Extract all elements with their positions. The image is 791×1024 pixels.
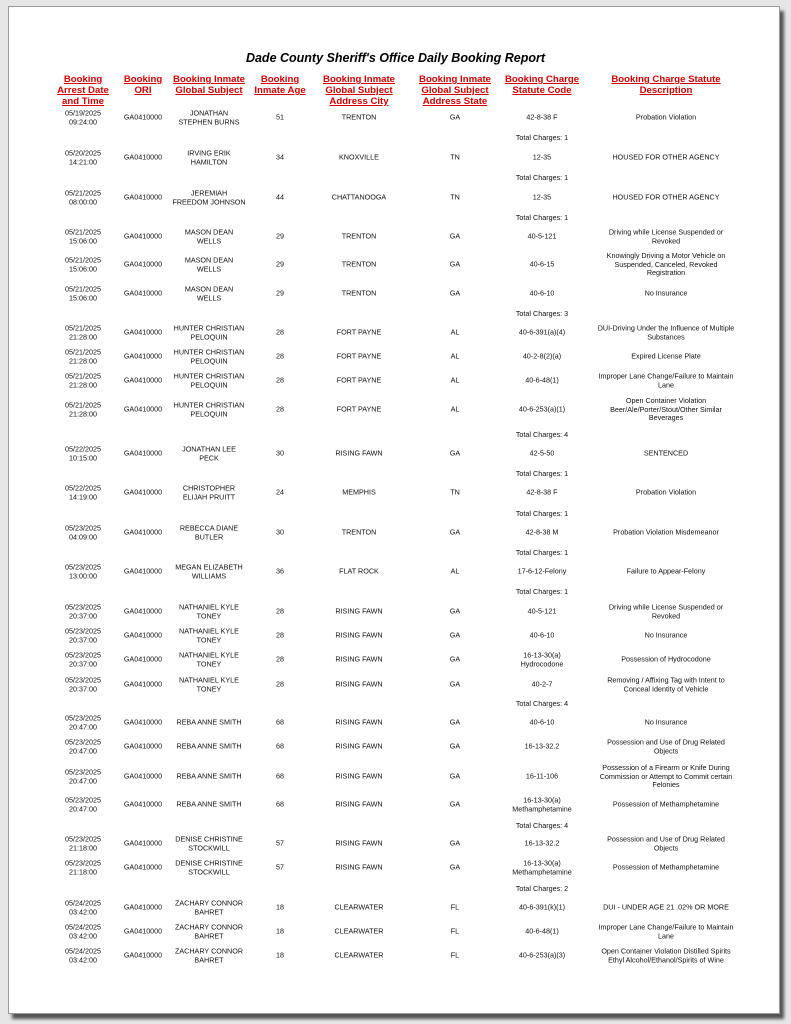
cell-address-state: FL (450, 926, 460, 936)
cell-address-state: GA (449, 799, 461, 809)
cell-ori: GA0410000 (123, 862, 163, 872)
cell-address-state: GA (449, 606, 461, 616)
cell-inmate-name: MASON DEAN WELLS (184, 227, 234, 245)
table-row (0, 520, 791, 546)
cell-ori: GA0410000 (123, 404, 163, 414)
cell-arrest-date: 05/23/2025 20:37:00 (65, 602, 101, 620)
cell-address-city: CLEARWATER (334, 926, 384, 936)
cell-statute-code: 40-6-15 (529, 259, 555, 269)
cell-inmate-age: 28 (276, 679, 284, 689)
cell-address-city: TRENTON (341, 527, 377, 537)
cell-statute-description: HOUSED FOR OTHER AGENCY (612, 152, 720, 162)
table-row (0, 105, 791, 131)
header-statute-description: Booking Charge Statute Description (611, 74, 721, 96)
cell-arrest-date: 05/23/2025 21:18:00 (65, 858, 101, 876)
cell-inmate-age: 57 (276, 838, 284, 848)
table-row (0, 397, 791, 423)
cell-ori: GA0410000 (123, 152, 163, 162)
cell-inmate-age: 36 (276, 566, 284, 576)
cell-statute-code: 40-6-48(1) (525, 375, 559, 385)
cell-arrest-date: 05/23/2025 13:00:00 (65, 562, 101, 580)
cell-inmate-name: NATHANIEL KYLE TONEY (179, 650, 239, 668)
cell-statute-code: 40-6-10 (529, 717, 555, 727)
cell-address-state: TN (450, 487, 460, 497)
cell-statute-description: Possession of a Firearm or Knife During Commission or Attempt to Commit certain Felonies (599, 763, 733, 790)
cell-arrest-date: 05/21/2025 15:06:00 (65, 284, 101, 302)
cell-inmate-name: ZACHARY CONNOR BAHRET (174, 946, 244, 964)
cell-statute-description: Knowingly Driving a Motor Vehicle on Suspended, Canceled, Revoked Registration (606, 251, 726, 278)
cell-inmate-name: DENISE CHRISTINE STOCKWILL (175, 834, 243, 852)
cell-address-city: RISING FAWN (335, 862, 383, 872)
cell-ori: GA0410000 (123, 717, 163, 727)
cell-inmate-age: 34 (276, 152, 284, 162)
cell-statute-description: Open Container Violation Distilled Spirits Ethyl Alcohol/Ethanol/Spirits of Wine (601, 946, 731, 964)
cell-statute-description: Probation Violation Misdemeanor (613, 527, 719, 537)
cell-arrest-date: 05/23/2025 04:09:00 (65, 523, 101, 541)
cell-inmate-age: 57 (276, 862, 284, 872)
cell-address-state: AL (450, 375, 460, 385)
cell-address-city: MEMPHIS (342, 487, 376, 497)
cell-inmate-name: MEGAN ELIZABETH WILLIAMS (175, 562, 243, 580)
cell-statute-code: 40-6-10 (529, 288, 555, 298)
total-charges-label: Total Charges: 4 (515, 820, 569, 830)
cell-statute-description: Improper Lane Change/Failure to Maintain Lane (598, 922, 734, 940)
cell-address-city: TRENTON (341, 112, 377, 122)
cell-address-state: TN (450, 152, 460, 162)
cell-inmate-age: 28 (276, 375, 284, 385)
cell-inmate-name: HUNTER CHRISTIAN PELOQUIN (173, 400, 245, 418)
cell-ori: GA0410000 (123, 838, 163, 848)
cell-ori: GA0410000 (123, 566, 163, 576)
table-row (0, 831, 791, 857)
cell-statute-code: 42-5-50 (529, 448, 555, 458)
cell-inmate-name: NATHANIEL KYLE TONEY (179, 602, 239, 620)
cell-address-state: GA (449, 654, 461, 664)
header-address-city: Booking Inmate Global Subject Address City (323, 74, 395, 107)
cell-arrest-date: 05/23/2025 21:18:00 (65, 834, 101, 852)
cell-arrest-date: 05/23/2025 20:37:00 (65, 626, 101, 644)
cell-arrest-date: 05/21/2025 15:06:00 (65, 227, 101, 245)
cell-statute-description: Possession and Use of Drug Related Objects (607, 737, 725, 755)
cell-arrest-date: 05/23/2025 20:47:00 (65, 767, 101, 785)
cell-arrest-date: 05/23/2025 20:37:00 (65, 675, 101, 693)
cell-address-state: GA (449, 448, 461, 458)
table-row (0, 672, 791, 698)
table-row (0, 224, 791, 250)
cell-statute-description: Removing / Affixing Tag with Intent to Conceal Identity of Vehicle (607, 675, 725, 693)
table-row (0, 281, 791, 307)
cell-inmate-name: REBA ANNE SMITH (176, 799, 242, 809)
cell-statute-description: Expired License Plate (631, 351, 701, 361)
cell-inmate-age: 51 (276, 112, 284, 122)
cell-inmate-name: ZACHARY CONNOR BAHRET (174, 898, 244, 916)
total-charges-label: Total Charges: 1 (515, 508, 569, 518)
cell-statute-description: Open Container Violation Beer/Ale/Porter/Stout/Other Similar Beverages (610, 396, 722, 423)
cell-inmate-age: 28 (276, 630, 284, 640)
cell-arrest-date: 05/21/2025 15:06:00 (65, 255, 101, 273)
cell-arrest-date: 05/21/2025 21:28:00 (65, 400, 101, 418)
cell-address-city: FORT PAYNE (336, 404, 382, 414)
cell-inmate-age: 29 (276, 288, 284, 298)
cell-inmate-age: 68 (276, 741, 284, 751)
cell-inmate-name: JEREMIAH FREEDOM JOHNSON (172, 188, 246, 206)
cell-arrest-date: 05/21/2025 21:28:00 (65, 323, 101, 341)
cell-ori: GA0410000 (123, 448, 163, 458)
cell-statute-description: DUI - UNDER AGE 21 .02% OR MORE (603, 902, 729, 912)
cell-address-state: GA (449, 112, 461, 122)
cell-inmate-age: 29 (276, 231, 284, 241)
cell-inmate-name: REBA ANNE SMITH (176, 771, 242, 781)
cell-statute-description: DUI-Driving Under the Influence of Multiple Substances (597, 323, 735, 341)
cell-arrest-date: 05/22/2025 10:15:00 (65, 444, 101, 462)
table-row (0, 895, 791, 921)
cell-statute-description: No Insurance (644, 630, 688, 640)
cell-address-state: AL (450, 404, 460, 414)
cell-address-state: GA (449, 679, 461, 689)
cell-statute-code: 16-13-30(a) Methamphetamine (512, 858, 572, 876)
cell-statute-code: 40-6-253(a)(1) (518, 404, 566, 414)
cell-inmate-age: 28 (276, 327, 284, 337)
cell-inmate-name: HUNTER CHRISTIAN PELOQUIN (173, 323, 245, 341)
table-row (0, 943, 791, 969)
cell-ori: GA0410000 (123, 231, 163, 241)
cell-statute-description: Possession and Use of Drug Related Objects (607, 834, 725, 852)
cell-ori: GA0410000 (123, 259, 163, 269)
cell-address-city: CLEARWATER (334, 950, 384, 960)
table-row (0, 320, 791, 346)
cell-address-city: RISING FAWN (335, 771, 383, 781)
cell-statute-code: 16-13-32.2 (524, 838, 560, 848)
cell-arrest-date: 05/23/2025 20:47:00 (65, 737, 101, 755)
cell-ori: GA0410000 (123, 902, 163, 912)
cell-address-city: RISING FAWN (335, 448, 383, 458)
cell-inmate-name: HUNTER CHRISTIAN PELOQUIN (173, 371, 245, 389)
table-row (0, 792, 791, 818)
cell-inmate-age: 44 (276, 192, 284, 202)
cell-statute-description: No Insurance (644, 288, 688, 298)
cell-inmate-age: 68 (276, 799, 284, 809)
cell-address-city: RISING FAWN (335, 717, 383, 727)
cell-ori: GA0410000 (123, 327, 163, 337)
cell-inmate-name: MASON DEAN WELLS (184, 255, 234, 273)
cell-inmate-name: REBA ANNE SMITH (176, 741, 242, 751)
cell-arrest-date: 05/21/2025 08:00:00 (65, 188, 101, 206)
cell-statute-code: 42-8-38 F (526, 112, 558, 122)
cell-statute-description: Failure to Appear-Felony (626, 566, 706, 576)
cell-inmate-age: 68 (276, 717, 284, 727)
cell-ori: GA0410000 (123, 679, 163, 689)
header-address-state: Booking Inmate Global Subject Address State (419, 74, 491, 107)
cell-address-city: TRENTON (341, 259, 377, 269)
cell-statute-code: 16-11-106 (525, 771, 559, 781)
cell-address-city: RISING FAWN (335, 606, 383, 616)
table-row (0, 480, 791, 506)
total-charges-label: Total Charges: 3 (515, 308, 569, 318)
cell-address-state: GA (449, 741, 461, 751)
cell-address-city: RISING FAWN (335, 741, 383, 751)
cell-address-state: GA (449, 838, 461, 848)
cell-address-city: FORT PAYNE (336, 375, 382, 385)
table-row (0, 368, 791, 394)
cell-arrest-date: 05/22/2025 14:19:00 (65, 483, 101, 501)
header-inmate-name: Booking Inmate Global Subject (173, 74, 245, 96)
cell-statute-description: SENTENCED (643, 448, 689, 458)
cell-arrest-date: 05/24/2025 03:42:00 (65, 898, 101, 916)
cell-statute-code: 17-6-12-Felony (517, 566, 567, 576)
cell-inmate-age: 18 (276, 950, 284, 960)
table-row (0, 734, 791, 760)
cell-inmate-name: JONATHAN STEPHEN BURNS (178, 108, 240, 126)
cell-inmate-age: 30 (276, 527, 284, 537)
cell-statute-code: 12-35 (532, 152, 552, 162)
cell-address-city: CLEARWATER (334, 902, 384, 912)
cell-statute-code: 40-2-7 (531, 679, 553, 689)
cell-address-state: GA (449, 630, 461, 640)
cell-ori: GA0410000 (123, 926, 163, 936)
cell-statute-description: HOUSED FOR OTHER AGENCY (612, 192, 720, 202)
cell-statute-description: Driving while License Suspended or Revoked (608, 602, 724, 620)
cell-inmate-name: MASON DEAN WELLS (184, 284, 234, 302)
cell-inmate-age: 28 (276, 606, 284, 616)
total-charges-label: Total Charges: 1 (515, 586, 569, 596)
cell-ori: GA0410000 (123, 771, 163, 781)
cell-arrest-date: 05/24/2025 03:42:00 (65, 946, 101, 964)
cell-statute-description: Probation Violation (635, 112, 697, 122)
cell-address-city: FORT PAYNE (336, 351, 382, 361)
cell-address-city: RISING FAWN (335, 679, 383, 689)
cell-statute-code: 40-5-121 (527, 231, 557, 241)
cell-address-state: TN (450, 192, 460, 202)
cell-statute-code: 40-2-8(2)(a) (522, 351, 562, 361)
cell-ori: GA0410000 (123, 375, 163, 385)
cell-address-state: GA (449, 259, 461, 269)
table-row (0, 441, 791, 467)
cell-ori: GA0410000 (123, 192, 163, 202)
cell-statute-description: No Insurance (644, 717, 688, 727)
cell-address-state: AL (450, 327, 460, 337)
cell-address-state: FL (450, 950, 460, 960)
report-title: Dade County Sheriff's Office Daily Booking Report (245, 51, 546, 65)
cell-ori: GA0410000 (123, 630, 163, 640)
header-inmate-age: Booking Inmate Age (254, 74, 306, 96)
cell-statute-code: 40-6-10 (529, 630, 555, 640)
cell-arrest-date: 05/23/2025 20:47:00 (65, 713, 101, 731)
cell-statute-code: 16-13-30(a) Hydrocodone (520, 650, 564, 668)
cell-address-city: KNOXVILLE (339, 152, 379, 162)
cell-address-city: FORT PAYNE (336, 327, 382, 337)
table-row (0, 559, 791, 585)
table-row (0, 623, 791, 649)
cell-statute-code: 42-8-38 F (526, 487, 558, 497)
cell-statute-description: Possession of Methamphetamine (612, 799, 720, 809)
cell-ori: GA0410000 (123, 487, 163, 497)
cell-address-city: RISING FAWN (335, 838, 383, 848)
cell-ori: GA0410000 (123, 799, 163, 809)
table-row (0, 855, 791, 881)
header-statute-code: Booking Charge Statute Code (504, 74, 580, 96)
header-arrest-date: Booking Arrest Date and Time (57, 74, 109, 107)
cell-inmate-age: 18 (276, 902, 284, 912)
cell-ori: GA0410000 (123, 606, 163, 616)
cell-statute-code: 40-6-48(1) (525, 926, 559, 936)
cell-inmate-name: ZACHARY CONNOR BAHRET (174, 922, 244, 940)
cell-inmate-name: CHRISTOPHER ELIJAH PRUITT (182, 483, 236, 501)
total-charges-label: Total Charges: 2 (515, 883, 569, 893)
cell-arrest-date: 05/23/2025 20:37:00 (65, 650, 101, 668)
cell-statute-code: 16-13-30(a) Methamphetamine (512, 795, 572, 813)
cell-statute-code: 40-6-391(k)(1) (519, 902, 565, 912)
table-row (0, 145, 791, 171)
cell-arrest-date: 05/21/2025 21:28:00 (65, 371, 101, 389)
cell-statute-code: 42-8-38 M (525, 527, 559, 537)
cell-inmate-age: 28 (276, 654, 284, 664)
cell-address-state: AL (450, 566, 460, 576)
table-row (0, 185, 791, 211)
cell-inmate-age: 28 (276, 351, 284, 361)
cell-ori: GA0410000 (123, 741, 163, 751)
cell-address-state: GA (449, 717, 461, 727)
cell-inmate-age: 30 (276, 448, 284, 458)
cell-inmate-age: 28 (276, 404, 284, 414)
table-row (0, 919, 791, 945)
cell-ori: GA0410000 (123, 654, 163, 664)
table-row (0, 344, 791, 370)
cell-address-state: GA (449, 288, 461, 298)
cell-inmate-age: 68 (276, 771, 284, 781)
cell-address-state: GA (449, 771, 461, 781)
cell-address-state: GA (449, 527, 461, 537)
cell-inmate-name: DENISE CHRISTINE STOCKWILL (175, 858, 243, 876)
cell-address-city: TRENTON (341, 231, 377, 241)
cell-statute-description: Possession of Hydrocodone (621, 654, 711, 664)
cell-arrest-date: 05/20/2025 14:21:00 (65, 148, 101, 166)
cell-inmate-name: REBECCA DIANE BUTLER (179, 523, 239, 541)
cell-ori: GA0410000 (123, 112, 163, 122)
cell-inmate-name: REBA ANNE SMITH (176, 717, 242, 727)
cell-address-city: CHATTANOOGA (331, 192, 387, 202)
cell-statute-description: Probation Violation (635, 487, 697, 497)
table-row (0, 252, 791, 278)
cell-ori: GA0410000 (123, 351, 163, 361)
cell-inmate-age: 29 (276, 259, 284, 269)
total-charges-label: Total Charges: 1 (515, 212, 569, 222)
header-ori: Booking ORI (123, 74, 163, 96)
cell-ori: GA0410000 (123, 527, 163, 537)
cell-address-city: FLAT ROCK (339, 566, 379, 576)
total-charges-label: Total Charges: 1 (515, 547, 569, 557)
cell-statute-description: Driving while License Suspended or Revoked (608, 227, 724, 245)
cell-statute-description: Possession of Methamphetamine (612, 862, 720, 872)
total-charges-label: Total Charges: 1 (515, 132, 569, 142)
cell-inmate-name: HUNTER CHRISTIAN PELOQUIN (173, 347, 245, 365)
cell-inmate-age: 24 (276, 487, 284, 497)
cell-arrest-date: 05/23/2025 20:47:00 (65, 795, 101, 813)
cell-address-state: AL (450, 351, 460, 361)
cell-inmate-name: NATHANIEL KYLE TONEY (179, 675, 239, 693)
cell-arrest-date: 05/24/2025 03:42:00 (65, 922, 101, 940)
cell-address-city: RISING FAWN (335, 799, 383, 809)
cell-inmate-age: 18 (276, 926, 284, 936)
total-charges-label: Total Charges: 1 (515, 172, 569, 182)
total-charges-label: Total Charges: 4 (515, 429, 569, 439)
cell-arrest-date: 05/21/2025 21:28:00 (65, 347, 101, 365)
cell-address-state: GA (449, 862, 461, 872)
total-charges-label: Total Charges: 1 (515, 468, 569, 478)
table-row (0, 764, 791, 790)
cell-address-city: TRENTON (341, 288, 377, 298)
cell-address-city: RISING FAWN (335, 630, 383, 640)
table-row (0, 647, 791, 673)
cell-statute-code: 12-35 (532, 192, 552, 202)
table-row (0, 710, 791, 736)
cell-arrest-date: 05/19/2025 09:24:00 (65, 108, 101, 126)
cell-ori: GA0410000 (123, 288, 163, 298)
cell-statute-code: 40-6-391(a)(4) (518, 327, 566, 337)
cell-address-state: FL (450, 902, 460, 912)
cell-ori: GA0410000 (123, 950, 163, 960)
cell-address-city: RISING FAWN (335, 654, 383, 664)
cell-address-state: GA (449, 231, 461, 241)
cell-inmate-name: NATHANIEL KYLE TONEY (179, 626, 239, 644)
cell-statute-code: 16-13-32.2 (524, 741, 560, 751)
cell-inmate-name: IRVING ERIK HAMILTON (187, 148, 231, 166)
cell-statute-description: Improper Lane Change/Failure to Maintain Lane (598, 371, 734, 389)
table-row (0, 599, 791, 625)
cell-inmate-name: JONATHAN LEE PECK (182, 444, 236, 462)
cell-statute-code: 40-6-253(a)(3) (518, 950, 566, 960)
total-charges-label: Total Charges: 4 (515, 698, 569, 708)
cell-statute-code: 40-5-121 (527, 606, 557, 616)
